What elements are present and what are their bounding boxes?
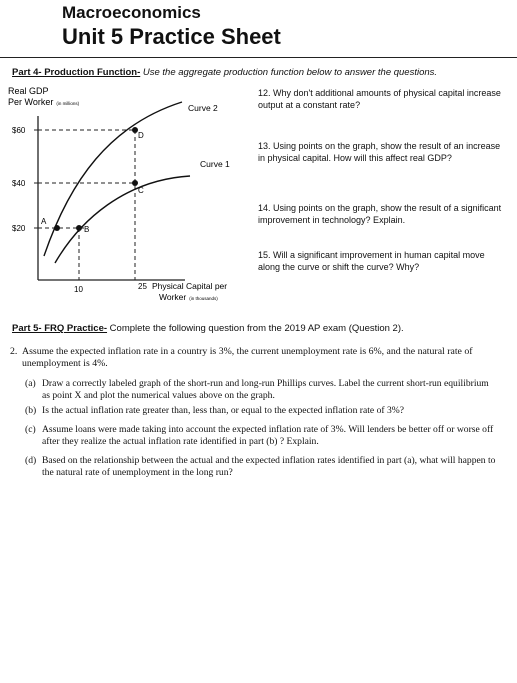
production-function-chart [0,80,260,315]
x-axis-label-line1: Physical Capital per [152,281,228,291]
part4-heading-line [12,67,437,78]
part4-instructions: Use the aggregate production function below to answer the questions. [140,67,438,78]
x-axis-unit: (in thousands) [189,296,218,301]
frq-text: Assume the expected inflation rate in a country is 3%, the current unemployment rate is 6%, and the natural rate of unemployment is 4%. [22,346,473,369]
curve-2-label: Curve 2 [188,103,218,113]
point-label-b: B [84,225,90,234]
point-label-c: C [138,186,144,195]
header-divider [0,57,517,58]
part5-instructions: Complete the following question from the 2019 AP exam (Question 2). [107,323,404,334]
curve-1-label: Curve 1 [200,159,230,169]
y-axis-label-line2: Per Worker (in millions) [8,97,80,107]
curve-1-line [55,176,190,263]
point-label-a: A [41,217,47,226]
point-b-marker [76,225,82,231]
frq-number: 2. [10,346,18,357]
point-a-marker [54,225,60,231]
question-14: 14. Using points on the graph, show the result of a significant improvement in technology? Explain. [258,203,502,225]
course-name: Macroeconomics [62,3,201,22]
x-axis-label-line2: Worker (in thousands) [159,292,218,302]
y-axis-label-line1: Real GDP [8,86,49,96]
y-tick-label: $40 [12,179,26,188]
page-title: Unit 5 Practice Sheet [62,24,281,49]
part5-heading-line [12,323,404,334]
y-tick-label: $20 [12,224,26,233]
y-tick-label: $60 [12,126,26,135]
part5-heading: Part 5- FRQ Practice- [12,323,108,334]
x-tick-label: 25 [138,282,147,291]
x-tick-label: 10 [74,285,83,294]
point-label-d: D [138,131,144,140]
y-axis-unit: (in millions) [56,101,80,106]
question-13: 13. Using points on the graph, show the result of an increase in physical capital. How will this affect real GDP? [258,141,501,163]
question-12: 12. Why don't additional amounts of physical capital increase output at a constant rate? [258,88,501,110]
question-15: 15. Will a significant improvement in human capital move along the curve or shift the curve? Why? [258,250,485,272]
curve-2-line [44,102,182,256]
part4-heading: Part 4- Production Function- [12,67,141,78]
